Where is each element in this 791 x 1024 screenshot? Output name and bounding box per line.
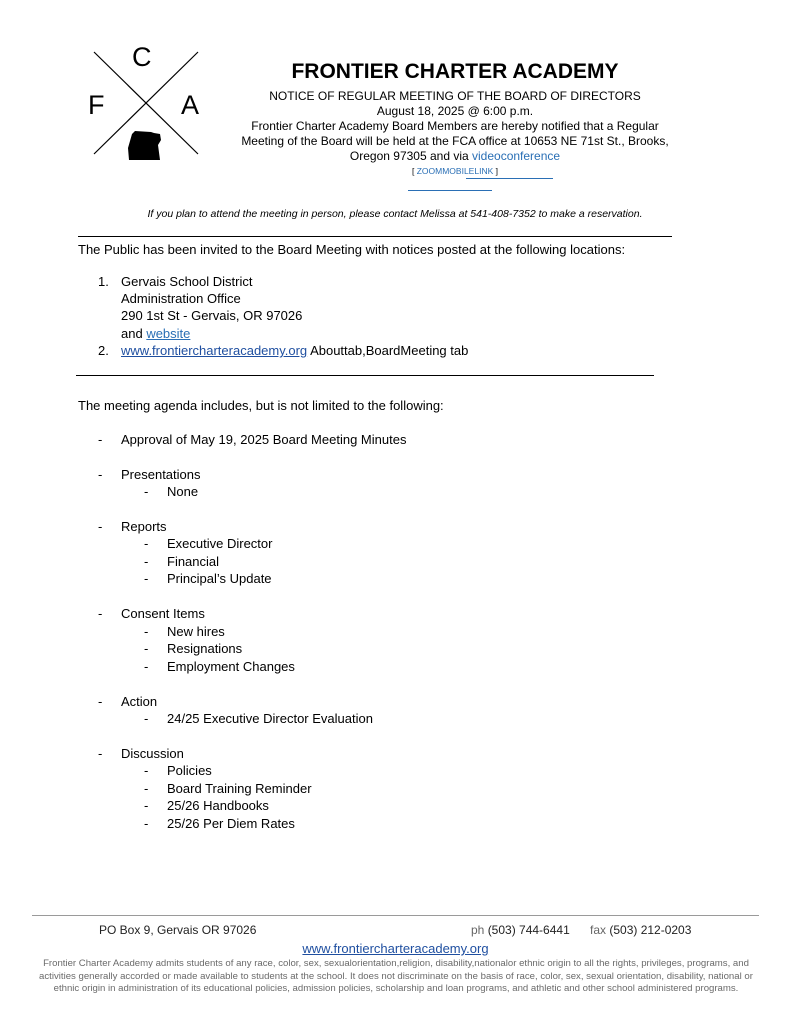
oregon-state-icon	[128, 131, 161, 160]
logo-letter-f: F	[88, 90, 105, 120]
reports-sub-item: Principal’s Update	[167, 571, 272, 586]
public-notice-intro: The Public has been invited to the Board Meeting with notices posted at the following locations:	[78, 242, 626, 257]
discussion-sub-item: 25/26 Per Diem Rates	[167, 816, 295, 831]
sub-dash: -	[144, 554, 149, 569]
location-1-name: Gervais School District	[121, 274, 253, 289]
videoconference-link[interactable]: videoconference	[472, 149, 561, 163]
agenda-item-action: Action	[121, 694, 158, 709]
reports-sub-item: Executive Director	[167, 536, 273, 551]
action-sub-item: 24/25 Executive Director Evaluation	[167, 711, 373, 726]
sub-dash: -	[144, 816, 149, 831]
reports-sub-item: Financial	[167, 554, 220, 569]
blank-link-underline	[408, 190, 492, 191]
discussion-sub-item: Policies	[167, 763, 212, 778]
footer-fax	[590, 923, 691, 937]
agenda-item-consent: Consent Items	[121, 606, 205, 621]
sub-dash: -	[144, 624, 149, 639]
location-1-website-line	[121, 325, 190, 342]
agenda-dash: -	[98, 519, 103, 534]
agenda-dash: -	[98, 432, 103, 447]
sub-dash: -	[144, 798, 149, 813]
notice-line-1: Frontier Charter Academy Board Members are hereby notified that a Regular	[251, 119, 659, 133]
sub-dash: -	[144, 711, 149, 726]
location-1-address: 290 1st St - Gervais, OR 97026	[121, 308, 303, 323]
phone-number: (503) 744-6441	[487, 923, 570, 937]
sub-dash: -	[144, 781, 149, 796]
agenda-dash: -	[98, 467, 103, 482]
fax-number: (503) 212-0203	[609, 923, 692, 937]
phone-label: ph	[471, 923, 488, 937]
location-2-suffix: Abouttab,BoardMeeting tab	[307, 343, 469, 358]
zoom-bracket-close: ]	[493, 166, 498, 176]
zoom-bracket-open: [	[412, 166, 417, 176]
agenda-item-reports: Reports	[121, 519, 167, 534]
reservation-note: If you plan to attend the meeting in person, please contact Melissa at 541-408-7352 to make a reservation.	[147, 208, 643, 220]
meeting-date: August 18, 2025 @ 6:00 p.m.	[376, 104, 534, 118]
district-website-link[interactable]: website	[146, 326, 191, 341]
sub-dash: -	[144, 763, 149, 778]
sub-dash: -	[144, 641, 149, 656]
footer-website-line	[0, 941, 791, 956]
meeting-notice-heading: NOTICE OF REGULAR MEETING OF THE BOARD OF DIRECTORS	[269, 89, 641, 103]
consent-sub-item: Resignations	[167, 641, 243, 656]
agenda-item-presentations: Presentations	[121, 467, 201, 482]
consent-sub-item: New hires	[167, 624, 225, 639]
fax-label: fax	[590, 923, 610, 937]
locations-divider	[76, 375, 654, 376]
zoom-mobile-link[interactable]: ZOOMMOBILELINK	[416, 166, 494, 176]
location-1-number: 1.	[98, 274, 109, 289]
location-1-office: Administration Office	[121, 291, 241, 306]
agenda-intro: The meeting agenda includes, but is not limited to the following:	[78, 398, 444, 413]
zoom-link-line	[235, 164, 675, 179]
location-1-and: and	[121, 326, 147, 341]
school-title: FRONTIER CHARTER ACADEMY	[291, 60, 619, 83]
presentations-sub-item: None	[167, 484, 199, 499]
agenda-item-approval: Approval of May 19, 2025 Board Meeting Minutes	[121, 432, 407, 447]
fca-website-link[interactable]: www.frontiercharteracademy.org	[121, 343, 308, 358]
footer-address: PO Box 9, Gervais OR 97026	[99, 923, 257, 937]
zoom-link-underline	[466, 178, 553, 179]
notice-line-3	[235, 149, 675, 164]
logo-letter-c: C	[132, 42, 152, 72]
fca-logo	[88, 44, 206, 164]
nondiscrimination-disclaimer: Frontier Charter Academy admits students of any race, color, sex, sexualorientation,religion, disability,nationalor ethnic origin to all the rights, privileges, programs, and activities generally accorded or made available to students at the school. It does not discriminate on the basis of race, color, sex, sexual orientation, disability, national or ethnic origin in administration of its educational policies, admission policies, scholarship and loan programs, and athletic and other school administered programs.	[39, 958, 753, 995]
agenda-dash: -	[98, 606, 103, 621]
footer-phone	[471, 923, 570, 937]
footer-divider	[32, 915, 759, 916]
logo-letter-a: A	[181, 90, 200, 120]
sub-dash: -	[144, 484, 149, 499]
footer-website-link[interactable]: www.frontiercharteracademy.org	[302, 941, 489, 956]
location-2-number: 2.	[98, 343, 109, 358]
discussion-sub-item: 25/26 Handbooks	[167, 798, 269, 813]
sub-dash: -	[144, 536, 149, 551]
agenda-dash: -	[98, 746, 103, 761]
notice-line-2: Meeting of the Board will be held at the FCA office at 10653 NE 71st St., Brooks,	[241, 134, 669, 148]
location-2-line	[121, 342, 468, 359]
agenda-item-discussion: Discussion	[121, 746, 184, 761]
notice-line-3-text: Oregon 97305 and via	[349, 149, 473, 163]
sub-dash: -	[144, 659, 149, 674]
header-divider	[78, 236, 672, 237]
consent-sub-item: Employment Changes	[167, 659, 295, 674]
sub-dash: -	[144, 571, 149, 586]
agenda-dash: -	[98, 694, 103, 709]
discussion-sub-item: Board Training Reminder	[167, 781, 312, 796]
